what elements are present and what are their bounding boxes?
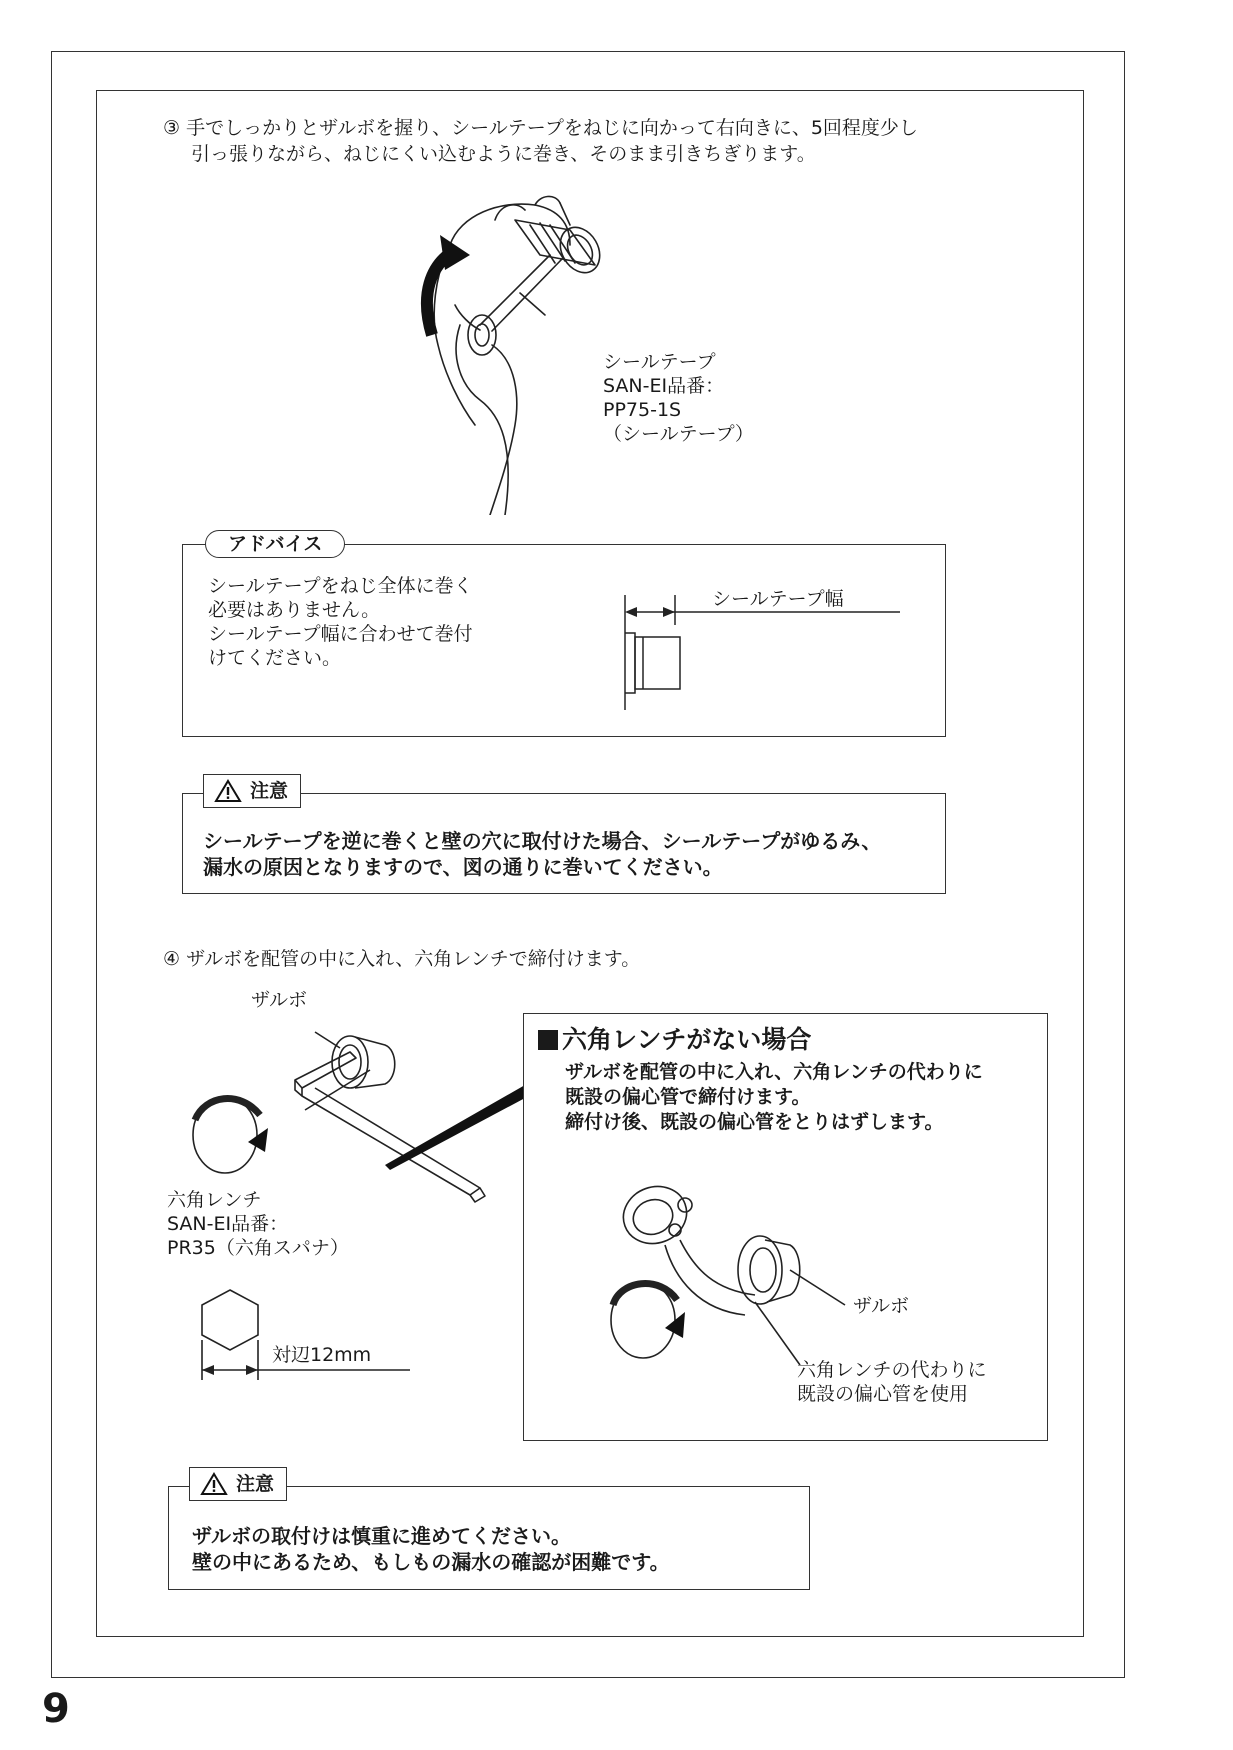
advice-line2: 必要はありません。 [208,599,381,621]
step3-line1: 手でしっかりとザルボを握り、シールテープをねじに向かって右向きに、5回程度少し [186,117,918,139]
step3-text [163,115,918,167]
no-wrench-heading-text: 六角レンチがない場合 [562,1025,812,1054]
caution1-tag-label: 注意 [250,780,289,802]
step3-number: ③ [163,117,181,139]
tape-label [603,350,754,446]
caution1-line2: 漏水の原因となりますので、図の通りに巻いてください。 [203,855,723,879]
caution2-line1: ザルボの取付けは慎重に進めてください。 [192,1524,571,1548]
pipe-label-line2: 既設の偏心管を使用 [797,1383,969,1405]
no-wrench-text [565,1060,983,1135]
wrench-fig-zarubo-label: ザルボ [251,989,308,1011]
warning-triangle-icon [200,1472,228,1496]
advice-text [208,574,473,670]
caution2-tag-label: 注意 [236,1473,275,1495]
wrench-label [167,1188,349,1260]
wrench-label-line3: PR35（六角スパナ） [167,1237,349,1259]
hex-wrench-illustration [170,1010,540,1310]
no-wrench-line2: 既設の偏心管で締付けます。 [565,1086,811,1108]
square-bullet-icon [538,1030,558,1050]
eccentric-pipe-illustration [605,1170,865,1380]
caution2-tag [189,1467,287,1501]
caution1-line1: シールテープを逆に巻くと壁の穴に取付けた場合、シールテープがゆるみ、 [203,829,882,853]
caution2-line2: 壁の中にあるため、もしもの漏水の確認が困難です。 [192,1550,670,1574]
pipe-label [797,1358,987,1406]
step3-line2: 引っ張りながら、ねじにくい込むように巻き、そのまま引きちぎります。 [191,143,816,165]
caution2-text [192,1523,670,1575]
no-wrench-heading [538,1025,811,1055]
step4-number: ④ [163,948,181,970]
tape-label-line4: （シールテープ） [603,423,754,445]
advice-line1: シールテープをねじ全体に巻く [208,575,473,597]
tape-label-line2: SAN-EI品番： [603,375,725,397]
tape-label-line1: シールテープ [603,351,716,373]
pipe-label-line1: 六角レンチの代わりに [797,1359,987,1381]
wrench-label-line1: 六角レンチ [167,1189,262,1211]
tape-label-line3: PP75-1S [603,399,682,421]
no-wrench-zarubo-label: ザルボ [853,1295,910,1317]
wrench-label-line2: SAN-EI品番： [167,1213,289,1235]
step4-text [163,946,640,972]
caution1-text [203,828,881,880]
advice-tag: アドバイス [205,530,345,558]
advice-line4: けてください。 [208,647,342,669]
no-wrench-line3: 締付け後、既設の偏心管をとりはずします。 [565,1111,944,1133]
tape-width-label: シールテープ幅 [712,588,844,610]
page-number: 9 [42,1686,70,1732]
no-wrench-line1: ザルボを配管の中に入れ、六角レンチの代わりに [565,1061,983,1083]
caution1-tag [203,774,301,808]
warning-triangle-icon [214,779,242,803]
advice-line3: シールテープ幅に合わせて巻付 [208,623,473,645]
hex-size-label: 対辺12mm [272,1344,372,1366]
step4-body: ザルボを配管の中に入れ、六角レンチで締付けます。 [186,948,641,970]
